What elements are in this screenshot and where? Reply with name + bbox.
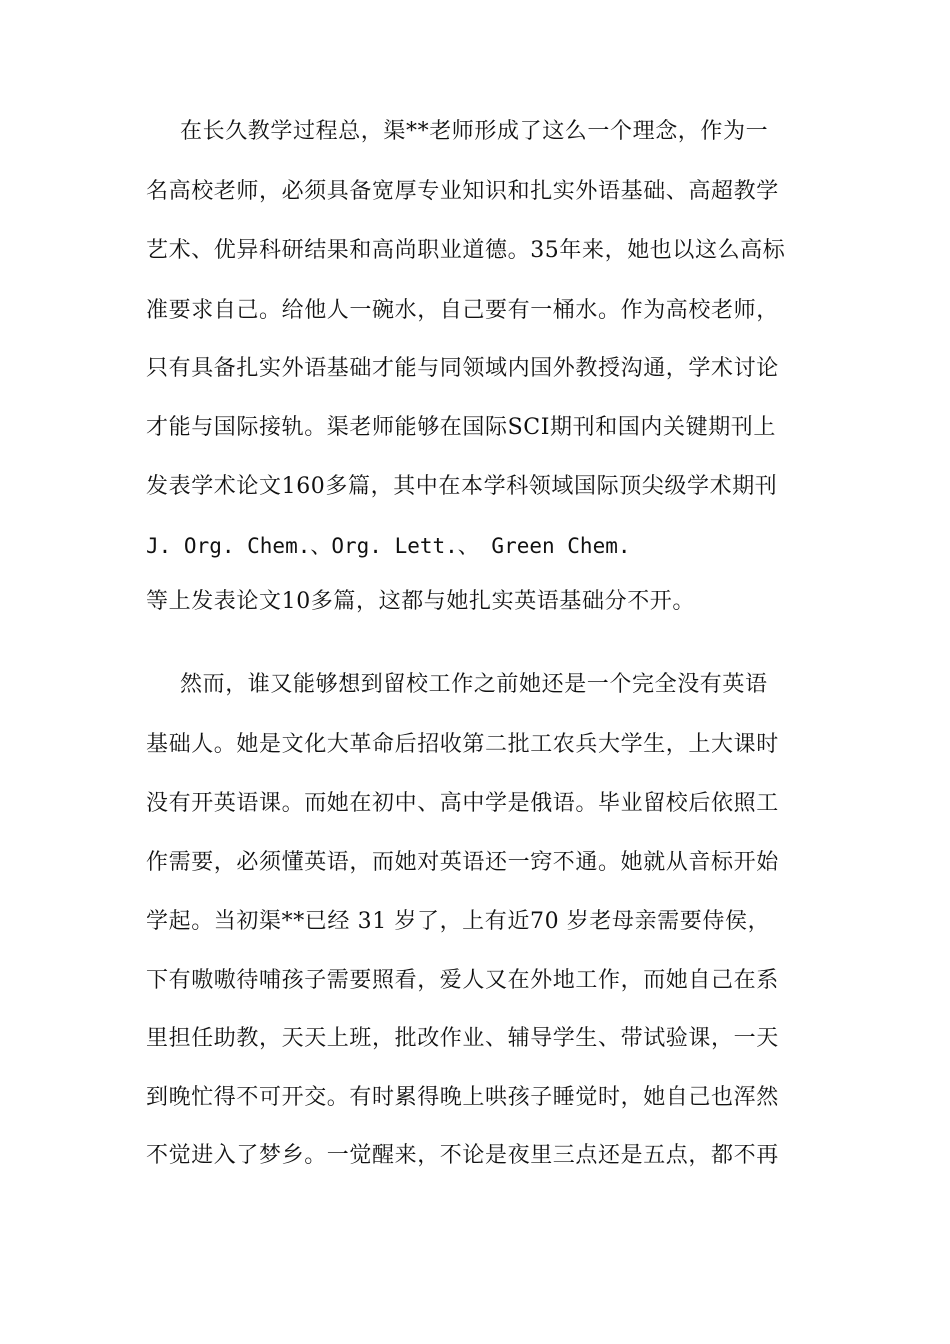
paragraph-1-line-8: J. Org. Chem.、Org. Lett.、 Green Chem. [146,534,631,558]
paragraph-1-line-7: 发表学术论文160多篇，其中在本学科领域国际顶尖级学术期刊 [146,474,778,499]
paragraph-1-line-6: 才能与国际接轨。渠老师能够在国际SCI期刊和国内关键期刊上 [146,415,776,440]
paragraph-1-line-4: 准要求自己。给他人一碗水，自己要有一桶水。作为高校老师， [146,298,779,323]
paragraph-1-line-3: 艺术、优异科研结果和高尚职业道德。35年来，她也以这么高标 [146,238,786,263]
paragraph-1-line-2: 名高校老师，必须具备宽厚专业知识和扎实外语基础、高超教学 [146,179,779,204]
paragraph-2-line-5: 学起。当初渠**已经 31 岁了，上有近70 岁老母亲需要侍侯， [146,909,771,934]
paragraph-1-line-9: 等上发表论文10多篇，这都与她扎实英语基础分不开。 [146,589,695,614]
paragraph-1-line-5: 只有具备扎实外语基础才能与同领域内国外教授沟通，学术讨论 [146,356,779,381]
paragraph-2-line-4: 作需要，必须懂英语，而她对英语还一窍不通。她就从音标开始 [146,850,779,875]
paragraph-2-line-1: 然而，谁又能够想到留校工作之前她还是一个完全没有英语 [180,672,768,697]
paragraph-2-line-6: 下有嗷嗷待哺孩子需要照看，爱人又在外地工作，而她自己在系 [146,968,779,993]
paragraph-2-line-2: 基础人。她是文化大革命后招收第二批工农兵大学生，上大课时 [146,732,779,757]
paragraph-2-line-3: 没有开英语课。而她在初中、高中学是俄语。毕业留校后依照工 [146,791,779,816]
paragraph-2-line-9: 不觉进入了梦乡。一觉醒来，不论是夜里三点还是五点，都不再 [146,1143,779,1168]
paragraph-1-line-1: 在长久教学过程总，渠**老师形成了这么一个理念，作为一 [180,119,769,144]
paragraph-2-line-8: 到晚忙得不可开交。有时累得晚上哄孩子睡觉时，她自己也浑然 [146,1085,779,1110]
paragraph-2-line-7: 里担任助教，天天上班，批改作业、辅导学生、带试验课，一天 [146,1026,779,1051]
